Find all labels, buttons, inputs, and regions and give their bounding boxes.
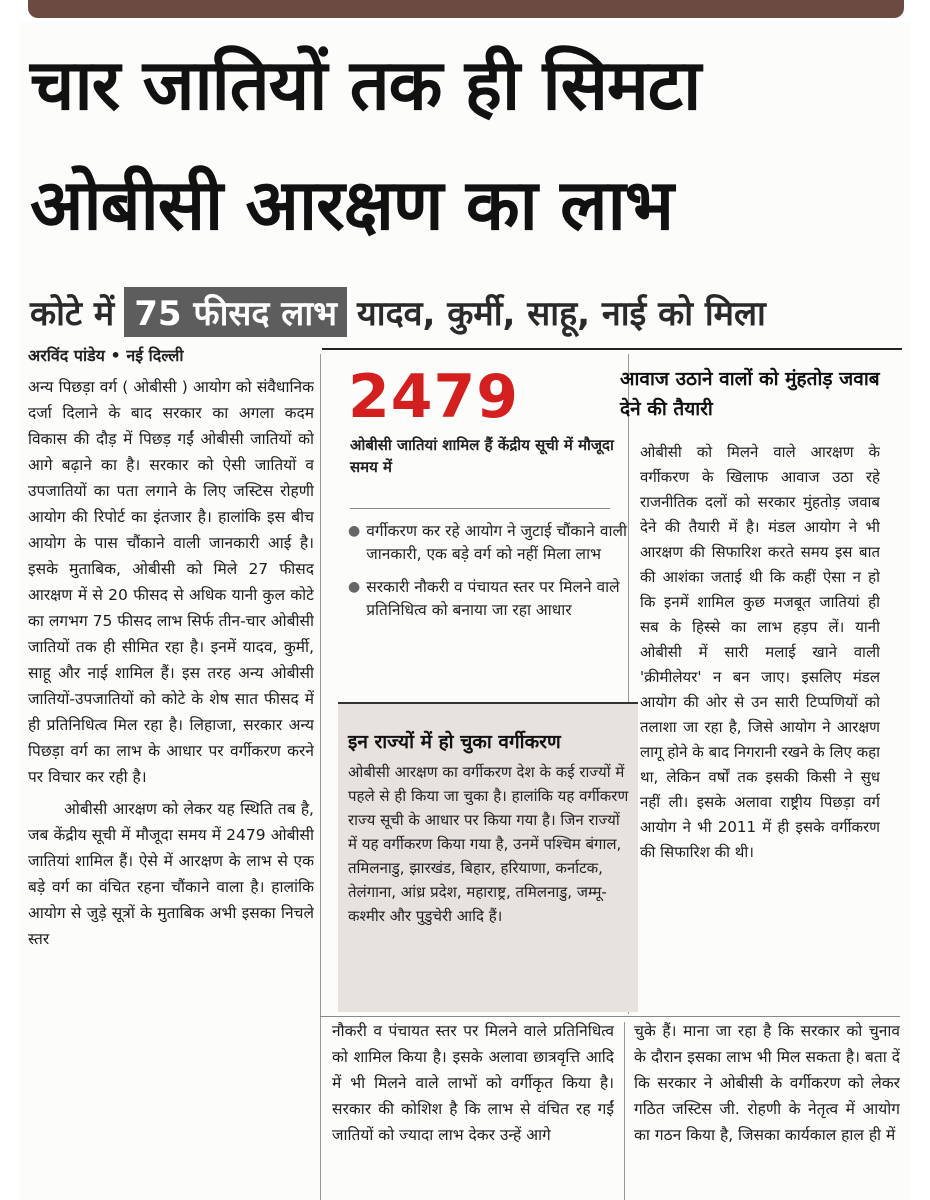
middle-continuation: नौकरी व पंचायत स्तर पर मिलने वाले प्रतिनिधित्व को शामिल किया है। इसके अलावा छात्रवृत्ति आदि में भी मिलने वाले लाभों को वर्गीकृत किया है। सरकार की कोशिश है कि लाभ से वंचित रह गईं जातियों को ज्यादा लाभ देकर उन्हें आगे <box>332 1022 614 1144</box>
column-divider-bottom <box>624 1022 625 1200</box>
byline: अरविंद पांडेय • नई दिल्ली <box>28 346 184 365</box>
bullet-dot-icon: ● <box>348 523 361 539</box>
section-rule <box>322 348 902 350</box>
states-box-body: ओबीसी आरक्षण का वर्गीकरण देश के कई राज्यों में पहले से ही किया जा चुका है। हालांकि यह वर्गीकरण राज्य सूची के आधार पर किया गया है। जिन राज्यों में यह वर्गीकरण किया गया है, उनमें पश्चिम बंगाल, तमिलनाडु, झारखंड, बिहार, हरियाणा, कर्नाटक, तेलंगाना, आंध्र प्रदेश, महाराष्ट्र, तमिलनाडु, जम्मू-कश्मीर और पुडुचेरी आदि हैं। <box>348 763 629 925</box>
column-divider-left <box>320 354 321 1200</box>
newspaper-clipping <box>20 22 910 1200</box>
big-number: 2479 <box>348 362 519 432</box>
headline-line-2: ओबीसी आरक्षण का लाभ <box>30 164 673 246</box>
bullet-dot-icon: ● <box>348 579 361 595</box>
left-paragraph-1: अन्य पिछड़ा वर्ग ( ओबीसी ) आयोग को संवैधानिक दर्जा दिलाने के बाद सरकार का अगला कदम विकास की दौड़ में पिछड़ गईं ओबीसी जातियों को आगे बढ़ाने का है। सरकार को ऐसी जातियों व उपजातियों का पता लगाने के लिए जस्टिस रोहणी आयोग की रिपोर्ट का इंतजार है। हालांकि इस बीच आयोग के पास चौंकाने वाली जानकारी आई है। इसके मुताबिक, ओबीसी को मिले 27 फीसद आरक्षण में से 20 फीसद से अधिक यानी कुल कोटे का लगभग 75 फीसद लाभ सिर्फ तीन-चार ओबीसी जातियों तक ही सीमित रहा है। इनमें यादव, कुर्मी, साहू और नाई शामिल हैं। इस तरह अन्य ओबीसी जातियों-उपजातियों को कोटे के शेष सात फीसद में ही प्रतिनिधित्व मिल रहा है। लिहाजा, सरकार अन्य पिछड़ा वर्ग का लाभ के आधार पर वर्गीकरण करने पर विचार कर रही है। <box>28 378 314 786</box>
big-number-caption: ओबीसी जातियां शामिल हैं केंद्रीय सूची में मौजूदा समय में <box>350 436 614 476</box>
bullet-list <box>348 520 636 632</box>
left-paragraph-2: ओबीसी आरक्षण को लेकर यह स्थिति तब है, जब केंद्रीय सूची में मौजूदा समय में 2479 ओबीसी जातियां शामिल हैं। ऐसे में आरक्षण के लाभ से एक बड़े वर्ग का वंचित रहना चौंकाने वाला है। हालांकि आयोग से जुड़े सूत्रों के मुताबिक अभी इसका निचले स्तर <box>28 800 314 948</box>
bullet-item <box>348 520 636 566</box>
states-box-title: इन राज्यों में हो चुका वर्गीकरण <box>348 731 561 753</box>
bullet-item <box>348 576 636 622</box>
subheadline <box>30 284 766 340</box>
caption-rule <box>350 508 610 509</box>
bottom-rule <box>320 1016 900 1017</box>
window-top-bar <box>28 0 904 18</box>
side-body: ओबीसी को मिलने वाले आरक्षण के वर्गीकरण के खिलाफ आवाज उठा रहे राजनीतिक दलों को सरकार मुंहतोड़ जवाब देने की तैयारी में है। मंडल आयोग ने भी आरक्षण की सिफारिश करते समय इस बात की आशंका जताई थी कि कहीं ऐसा न हो कि इनमें शामिल कुछ मजबूत जातियां ही सब के हिस्से का लाभ हड़प लें। यानी ओबीसी में सारी मलाई खाने वाली 'क्रीमीलेयर' न बन जाए। इसलिए मंडल आयोग की ओर से उन सारी टिप्पणियों को तलाशा जा रहा है, जिसे आयोग ने आरक्षण लागू होने के बाद निगरानी रखने के लिए कहा था, लेकिन वर्षों तक इसकी किसी ने सुध नहीं ली। इसके अलावा राष्ट्रीय पिछड़ा वर्ग आयोग ने भी 2011 में ही इसके वर्गीकरण की सिफारिश की थी। <box>640 443 880 861</box>
subheadline-suffix: यादव, कुर्मी, साहू, नाई को मिला <box>357 294 766 334</box>
states-box <box>338 702 638 1012</box>
right-continuation: चुके हैं। माना जा रहा है कि सरकार को चुनाव के दौरान इसका लाभ भी मिल सकता है। बता दें कि सरकार ने ओबीसी के वर्गीकरण को लेकर गठित जस्टिस जी. रोहणी के नेतृत्व में आयोग का गठन किया है, जिसका कार्यकाल हाल ही में <box>634 1022 900 1144</box>
headline-line-1: चार जातियों तक ही सिमटा <box>30 44 701 126</box>
bullet-text: वर्गीकरण कर रहे आयोग ने जुटाई चौंकाने वाली जानकारी, एक बड़े वर्ग को नहीं मिला लाभ <box>366 522 627 563</box>
side-heading: आवाज उठाने वालों को मुंहतोड़ जवाब देने की तैयारी <box>620 368 880 420</box>
subheadline-prefix: कोटे में <box>30 294 115 334</box>
bullet-text: सरकारी नौकरी व पंचायत स्तर पर मिलने वाले प्रतिनिधित्व को बनाया जा रहा आधार <box>366 578 620 619</box>
subheadline-highlight: 75 फीसद लाभ <box>124 287 347 337</box>
left-column <box>28 374 314 1200</box>
